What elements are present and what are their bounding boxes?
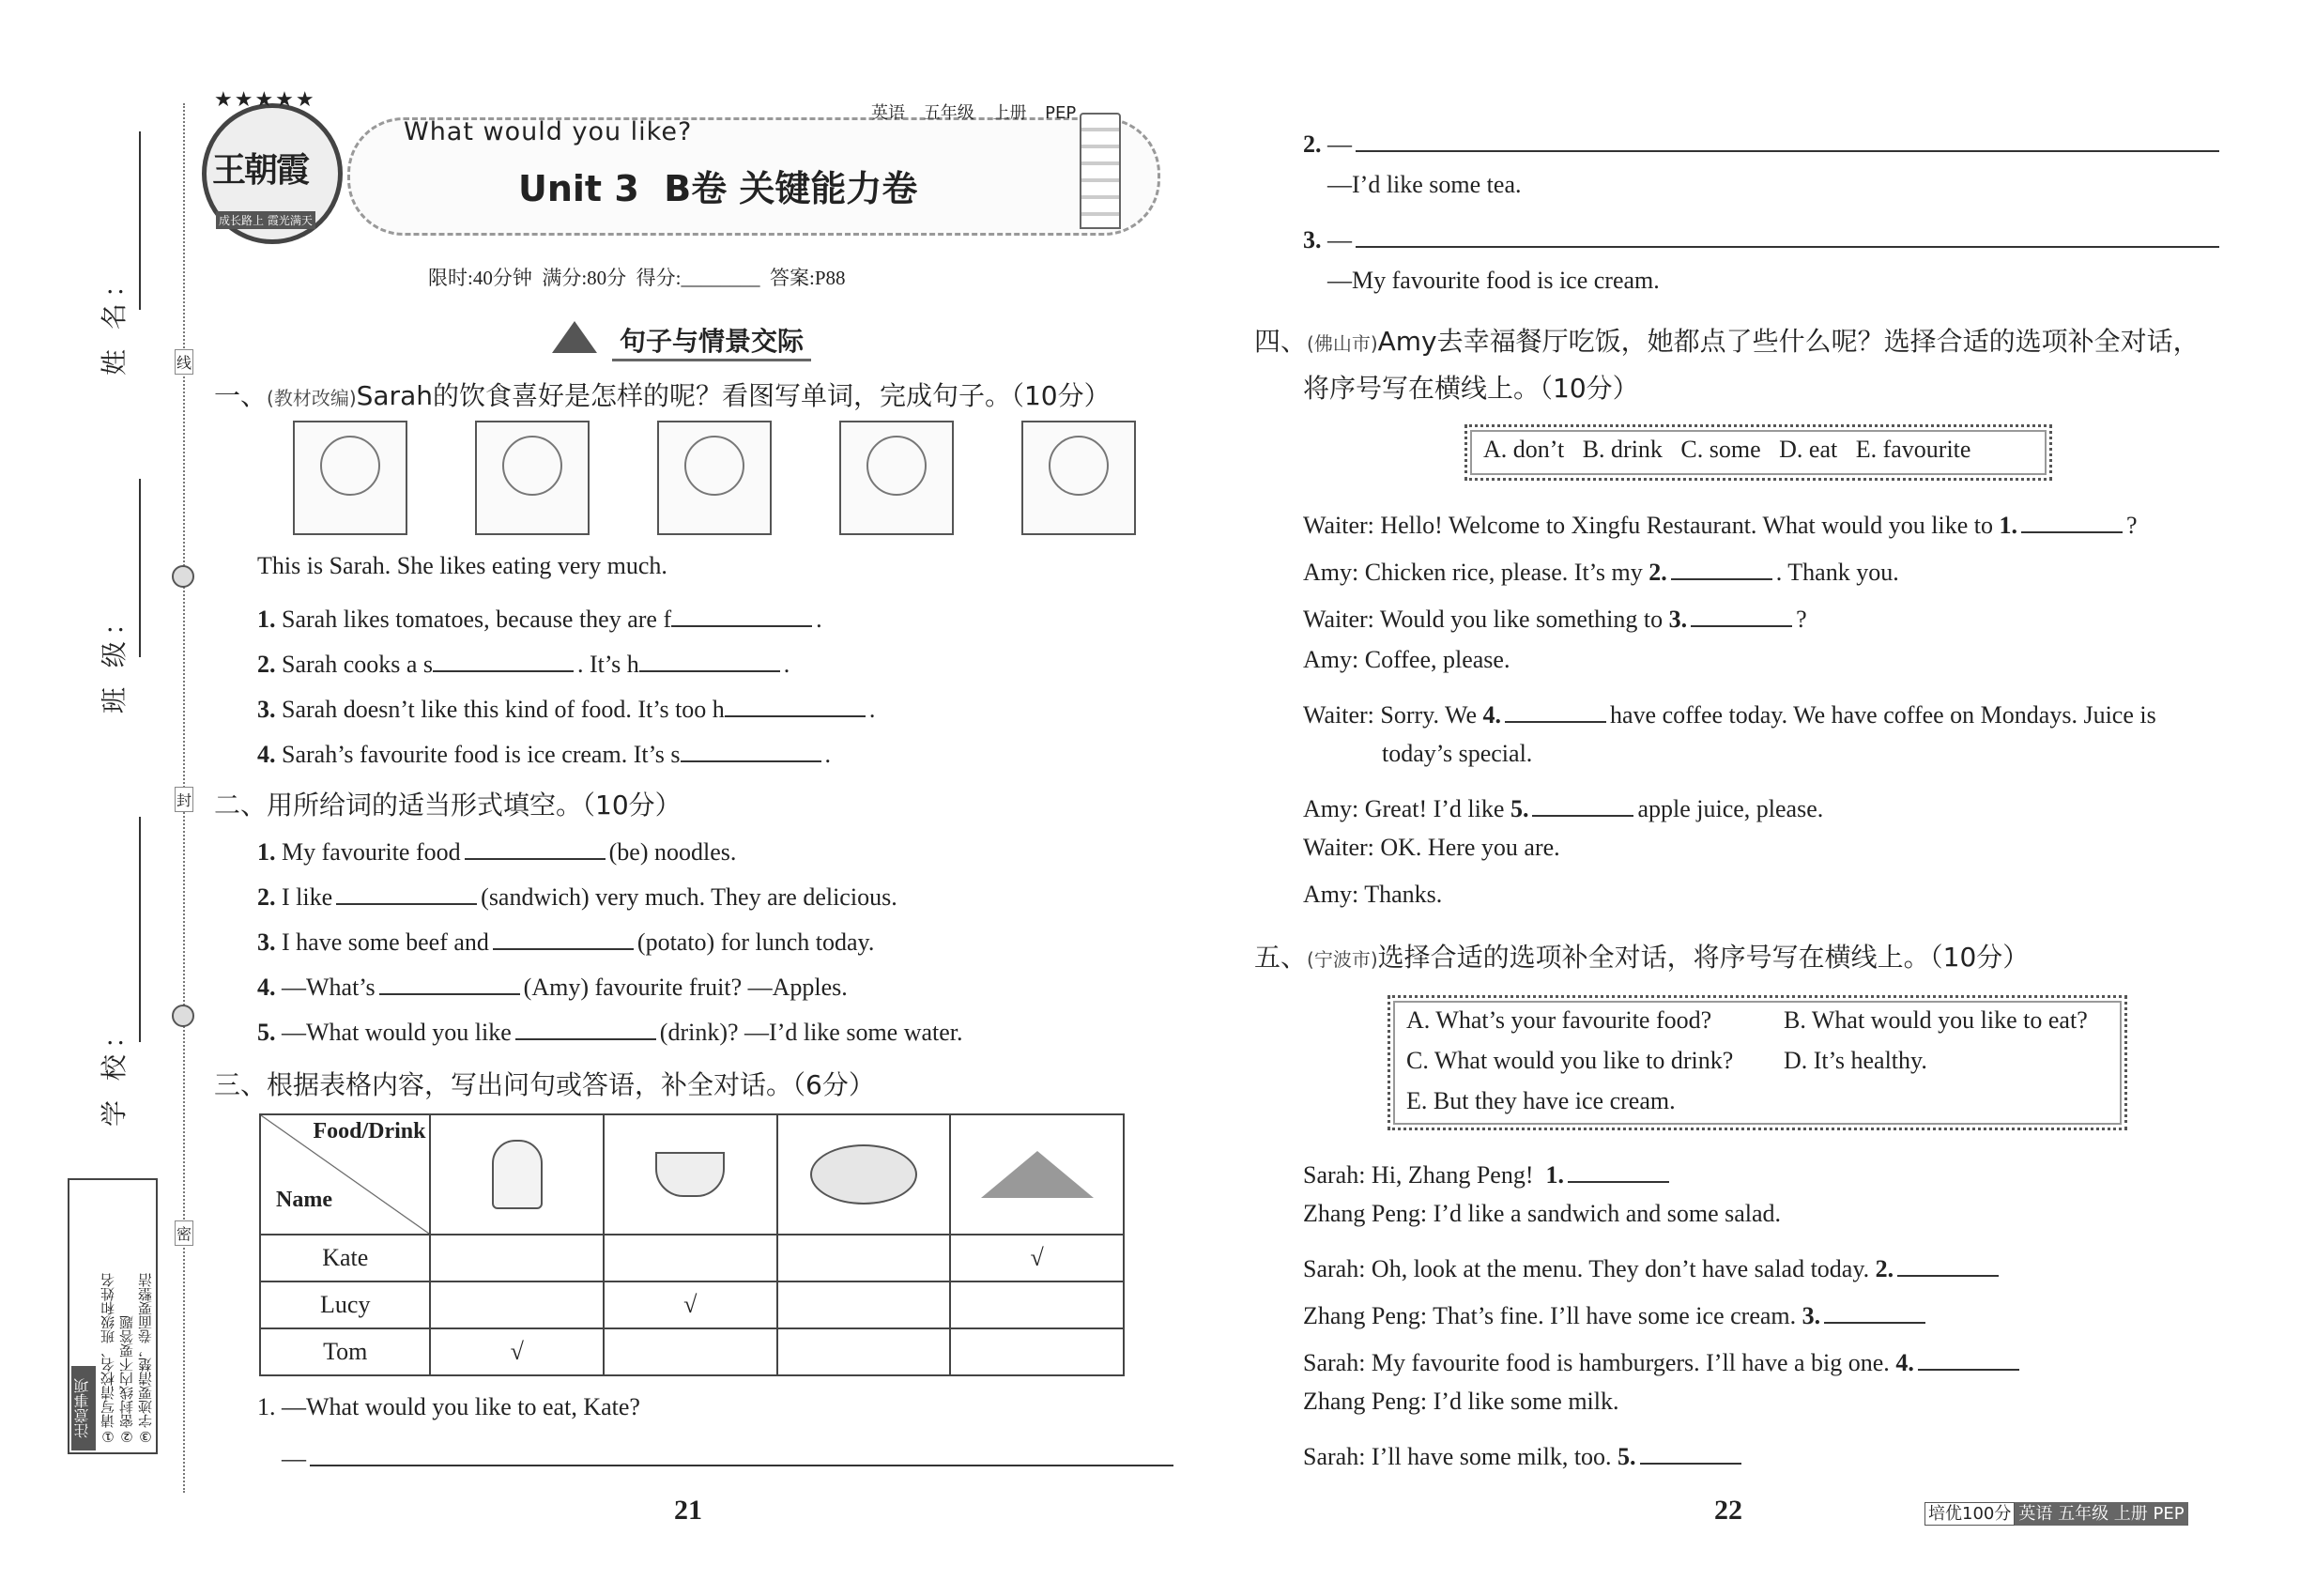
table-row [260,1281,1124,1328]
table-row [260,1328,1124,1375]
series-label [1924,1500,2188,1525]
notice-title: 注意事项 [71,1366,96,1450]
answer-blank[interactable] [433,642,574,672]
notice-box [68,1178,158,1454]
q4-line-8: Waiter: OK. Here you are. [1303,834,1560,861]
q5-line-1: Sarah: Hi, Zhang Peng! 1. [1303,1153,1673,1189]
q2-item-5: 5. —What would you like (drink)? —I’d like some water. [257,1010,963,1047]
picture-sarah-eating-hot-food [657,421,772,535]
q5-option-b: B. What would you like to eat? [1784,1006,2088,1034]
q5-heading: 五、(宁波市)选择合适的选项补全对话，将序号写在横线上。（10分） [1254,942,2030,973]
cut-mark-seal: 封 [175,787,193,812]
notice-item: ③字迹要清楚，卷面要整洁 [137,1273,154,1445]
q5-line-4: Zhang Peng: That’s fine. I’ll have some ice cream. 3. [1303,1294,1929,1330]
q5-option-c: C. What would you like to drink? [1406,1047,1734,1074]
q5-line-3: Sarah: Oh, look at the menu. They don’t have salad today. 2. [1303,1247,2002,1283]
q1-item-2: 2. Sarah cooks a s . It’s h . [257,642,790,679]
check-cell [777,1281,951,1328]
q5-line-2: Zhang Peng: I’d like a sandwich and some salad. [1303,1200,1782,1227]
answer-blank[interactable] [671,597,812,627]
q4-line-1: Waiter: Hello! Welcome to Xingfu Restaurant. What would you like to 1. ? [1303,503,2138,540]
q4-line-7: Amy: Great! I’d like 5. apple juice, please. [1303,787,1823,823]
answer-line[interactable] [1356,218,2219,248]
table-header-sandwich [950,1114,1124,1235]
brand-logo [202,87,343,244]
class-label: 班 级： [99,604,130,714]
q1-item-3: 3. Sarah doesn’t like this kind of food. It’s too h . [257,687,875,724]
q2-item-2: 2. I like (sandwich) very much. They are delicious. [257,875,897,912]
answer-blank[interactable] [1671,550,1772,580]
corner-label-food-drink: Food/Drink [313,1119,426,1143]
table-header-tea [604,1114,777,1235]
row-name: Lucy [260,1281,430,1328]
answer-blank[interactable] [379,965,520,995]
check-cell: √ [604,1281,777,1328]
table-row [260,1235,1124,1281]
notice-item: ②密封线内不要答题 [118,1315,135,1445]
q5-option-a: A. What’s your favourite food? [1406,1006,1712,1034]
q1-intro: This is Sarah. She likes eating very much. [257,552,667,579]
tea-cup-icon [655,1152,725,1197]
brand-name: 王朝霞 [212,151,309,190]
picture-sarah-eating-ice-cream [1021,421,1136,535]
check-cell [430,1281,603,1328]
q2-item-1: 1. My favourite food (be) noodles. [257,830,736,867]
check-cell [430,1235,603,1281]
q5-option-e: E. But they have ice cream. [1406,1087,1676,1114]
check-cell [777,1235,951,1281]
picture-sarah-eating-salad [475,421,590,535]
answer-blank[interactable] [336,875,477,905]
q1-heading [214,376,1111,413]
header-subtitle: What would you like? [404,117,693,146]
q4-heading-line2: 将序号写在横线上。（10分） [1303,373,1639,404]
answer-blank[interactable] [515,1010,656,1040]
school-line [139,817,141,1042]
check-cell: √ [430,1328,603,1375]
ice-cream-icon [492,1140,543,1209]
cut-mark-line: 线 [175,349,193,375]
q4-line-5: Waiter: Sorry. We 4. have coffee today. We have coffee on Mondays. Juice is [1303,693,2156,729]
binding-hole-icon [172,1005,194,1027]
q2-item-3: 3. I have some beef and (potato) for lunch today. [257,920,874,957]
picture-sarah-eating-tomato [293,421,407,535]
answer-blank[interactable] [1824,1294,1925,1324]
q5-line-5: Sarah: My favourite food is hamburgers. I’ll have a big one. 4. [1303,1341,2023,1377]
table-corner-cell [260,1114,430,1235]
answer-blank[interactable] [2021,503,2123,533]
q4-options: A. don’t B. drink C. some D. eat E. favourite [1483,436,1971,463]
header-title: Unit 3 B卷 关键能力卷 [518,168,918,209]
q4-line-9: Amy: Thanks. [1303,881,1443,908]
check-cell [777,1328,951,1375]
q3-item-2-answer: —I’d like some tea. [1327,171,1522,198]
school-label: 学 校： [99,1017,130,1127]
q4-heading: 四、(佛山市)Amy去幸福餐厅吃饭，她都点了些什么呢？选择合适的选项补全对话， [1254,326,2200,357]
page-number-left: 21 [674,1495,702,1526]
q4-line-2: Amy: Chicken rice, please. It’s my 2. . Thank you. [1303,550,1899,587]
q1-text: Sarah的饮食喜好是怎样的呢？看图写单词，完成句子。（10分） [356,380,1111,411]
answer-blank[interactable] [681,732,821,762]
star-icon: ★★★★★ [214,87,316,111]
section-banner: 句子与情景交际 [612,321,811,361]
q4-line-4: Amy: Coffee, please. [1303,646,1510,673]
answer-blank[interactable] [465,830,606,860]
q4-line-6: today’s special. [1382,740,1533,767]
class-line [139,479,141,657]
header-info: 限时:40分钟 满分:80分 得分:________ 答案:P88 [428,267,846,289]
q4-line-3: Waiter: Would you like something to 3. ? [1303,597,1807,634]
q1-number: 一、 [214,380,268,411]
answer-blank[interactable] [1691,597,1792,627]
q5-line-6: Zhang Peng: I’d like some milk. [1303,1388,1619,1415]
q1-item-1: 1. Sarah likes tomatoes, because they are f . [257,597,822,634]
brand-slogan: 成长路上 霞光满天 [216,211,315,229]
check-cell [950,1281,1124,1328]
check-cell [604,1235,777,1281]
corner-label-name: Name [276,1188,332,1212]
food-drink-table [259,1113,1125,1376]
answer-line[interactable] [1356,122,2219,152]
table-header-noodles [777,1114,951,1235]
q1-source: (教材改编) [267,387,357,409]
q3-item-3-answer: —My favourite food is ice cream. [1327,267,1660,294]
row-name: Tom [260,1328,430,1375]
q3-item-1-question: 1. —What would you like to eat, Kate? [257,1393,640,1420]
header-meta: 英语 五年级 上册 PEP [871,103,1077,123]
q1-item-4: 4. Sarah’s favourite food is ice cream. It’s s . [257,732,831,769]
answer-blank[interactable] [725,687,866,717]
binding-hole-icon [172,565,194,588]
q3-item-3-question: 3. — [1303,218,2223,254]
answer-blank[interactable] [1897,1247,1999,1277]
answer-blank[interactable] [1640,1435,1741,1465]
cut-mark-secret: 密 [175,1220,193,1246]
picture-sarah-eating-salty-food [839,421,954,535]
answer-blank[interactable] [493,920,634,950]
notice-item: ①请写清校名、班级和姓名 [100,1273,116,1445]
q5-line-7: Sarah: I’ll have some milk, too. 5. [1303,1435,1745,1471]
q3-item-2-question: 2. — [1303,122,2223,159]
series-meta: 英语 五年级 上册 PEP [2015,1502,2187,1526]
name-line [139,131,141,310]
sailboat-icon [552,321,597,353]
check-cell [604,1328,777,1375]
page-number-right: 22 [1714,1495,1742,1526]
answer-blank[interactable] [639,642,780,672]
series-name: 培优100分 [1924,1502,2015,1526]
lighthouse-icon [1080,113,1121,229]
check-cell [950,1328,1124,1375]
check-cell: √ [950,1235,1124,1281]
q3-heading: 三、根据表格内容，写出问句或答语，补全对话。（6分） [214,1069,875,1100]
sandwich-icon [981,1151,1094,1198]
answer-blank[interactable] [1568,1153,1669,1183]
answer-blank[interactable] [1918,1341,2019,1371]
q2-item-4: 4. —What’s (Amy) favourite fruit? —Apples. [257,965,848,1002]
answer-line[interactable] [310,1436,1173,1466]
table-header-ice-cream [430,1114,603,1235]
q3-item-1-answer: — [282,1436,1177,1473]
row-name: Kate [260,1235,430,1281]
q5-option-d: D. It’s healthy. [1784,1047,1927,1074]
q2-heading: 二、用所给词的适当形式填空。（10分） [214,790,682,821]
noodle-bowl-icon [810,1144,917,1205]
name-label: 姓 名： [99,266,130,376]
answer-blank[interactable] [1532,787,1633,817]
answer-blank[interactable] [1505,693,1606,723]
